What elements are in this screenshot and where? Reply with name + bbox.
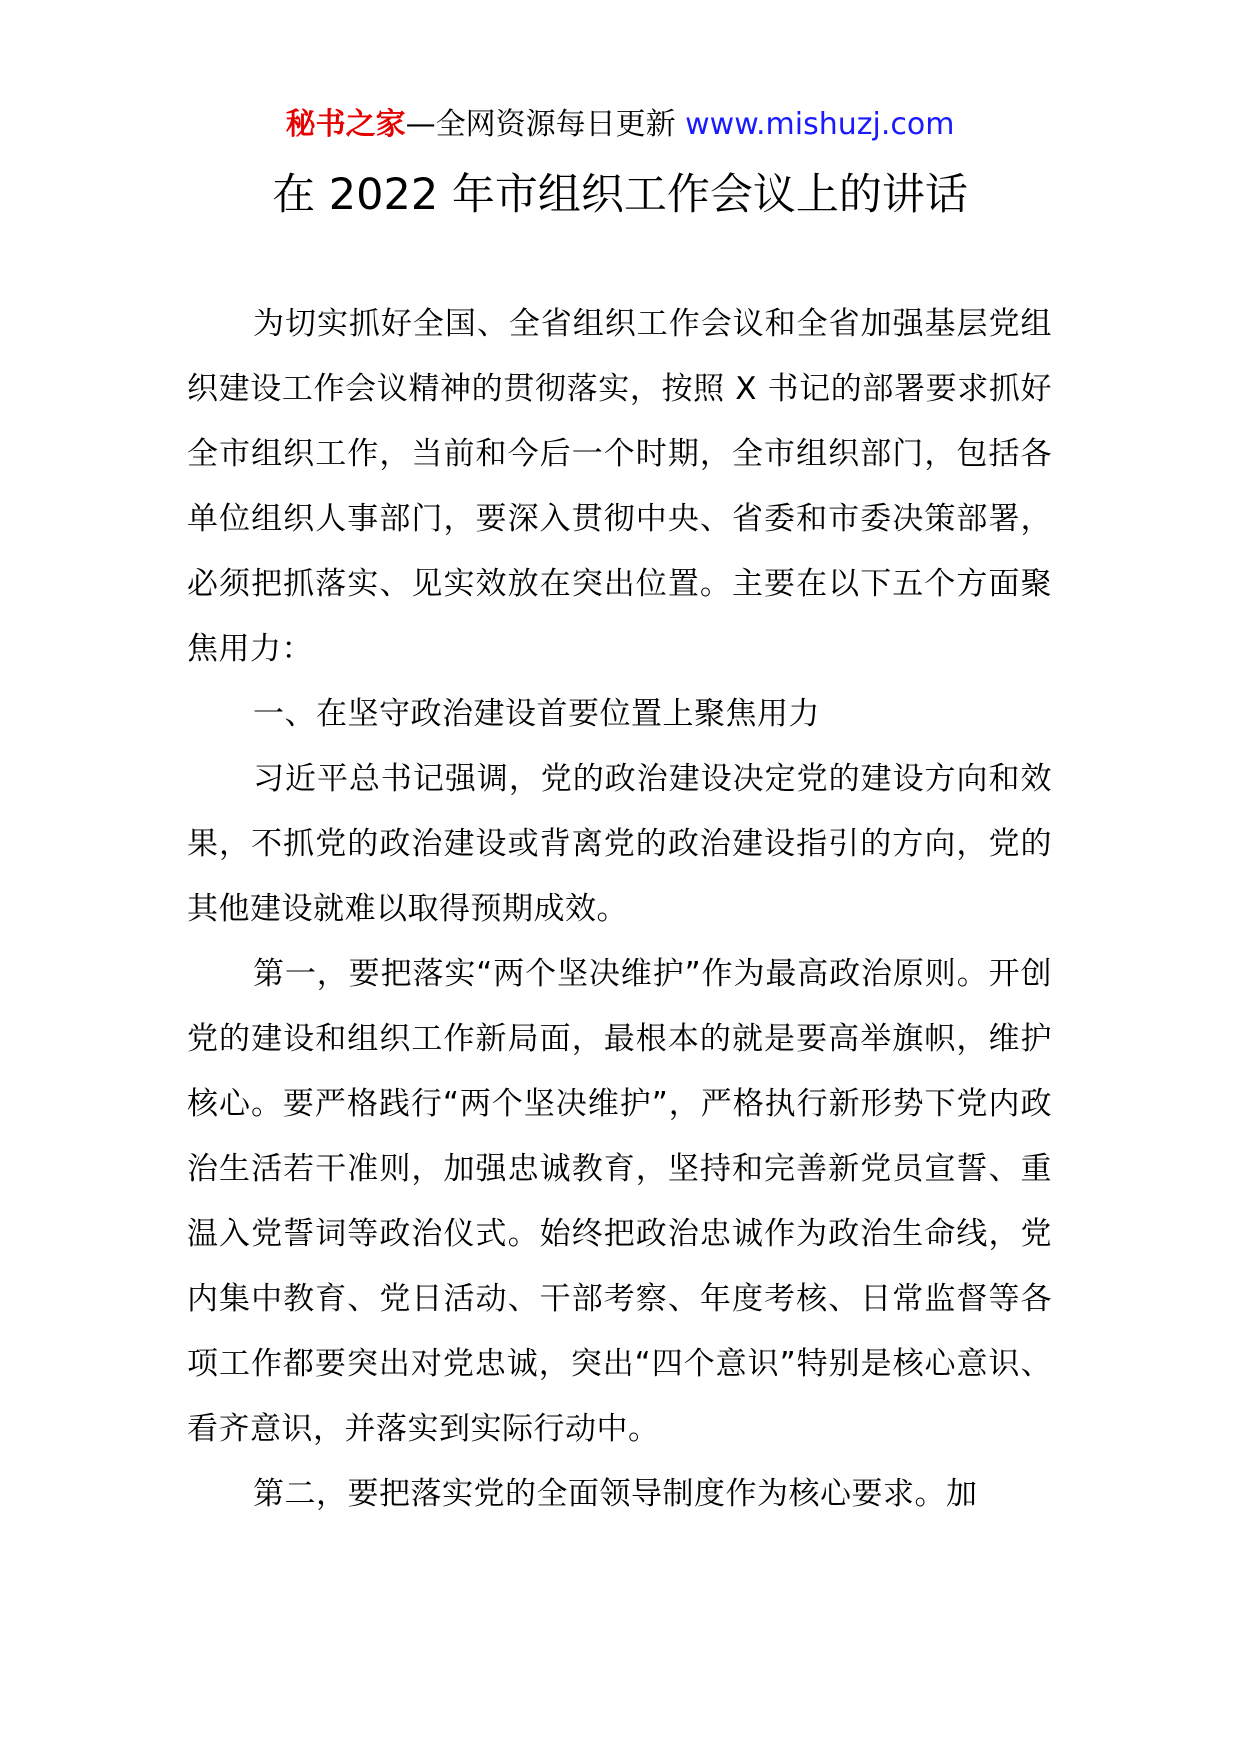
site-tagline: —全网资源每日更新 [405,107,686,142]
site-brand: 秘书之家 [285,107,406,142]
section-heading-1: 一、在坚守政治建设首要位置上聚焦用力 [253,696,820,732]
paragraph-intro: 为切实抓好全国、全省组织工作会议和全省加强基层党组织建设工作会议精神的贯彻落实，按照 X 书记的部署要求抓好全市组织工作，当前和今后一个时期，全市组织部门，包括各单位组织人事部门，要深入贯彻中央、省委和市委决策部署，必须把抓落实、见实效放在突出位置。主要在以下五个方面聚焦用力： [187,306,1052,667]
document-title: 在 2022 年市组织工作会议上的讲话 [272,170,968,220]
paragraph-quote: 习近平总书记强调，党的政治建设决定党的建设方向和效果，不抓党的政治建设或背离党的政治建设指引的方向，党的其他建设就难以取得预期成效。 [187,761,1052,927]
site-url-link[interactable]: www.mishuzj.com [685,107,955,142]
paragraph-first-point: 第一，要把落实“两个坚决维护”作为最高政治原则。开创党的建设和组织工作新局面，最根本的就是要高举旗帜，维护核心。要严格践行“两个坚决维护”，严格执行新形势下党内政治生活若干准则，加强忠诚教育，坚持和完善新党员宣誓、重温入党誓词等政治仪式。始终把政治忠诚作为政治生命线，党内集中教育、党日活动、干部考察、年度考核、日常监督等各项工作都要突出对党忠诚，突出“四个意识”特别是核心意识、看齐意识，并落实到实际行动中。 [187,956,1052,1447]
document-body [187,292,1052,1527]
paragraph-second-point: 第二，要把落实党的全面领导制度作为核心要求。加 [253,1476,978,1512]
site-header [0,100,1240,150]
